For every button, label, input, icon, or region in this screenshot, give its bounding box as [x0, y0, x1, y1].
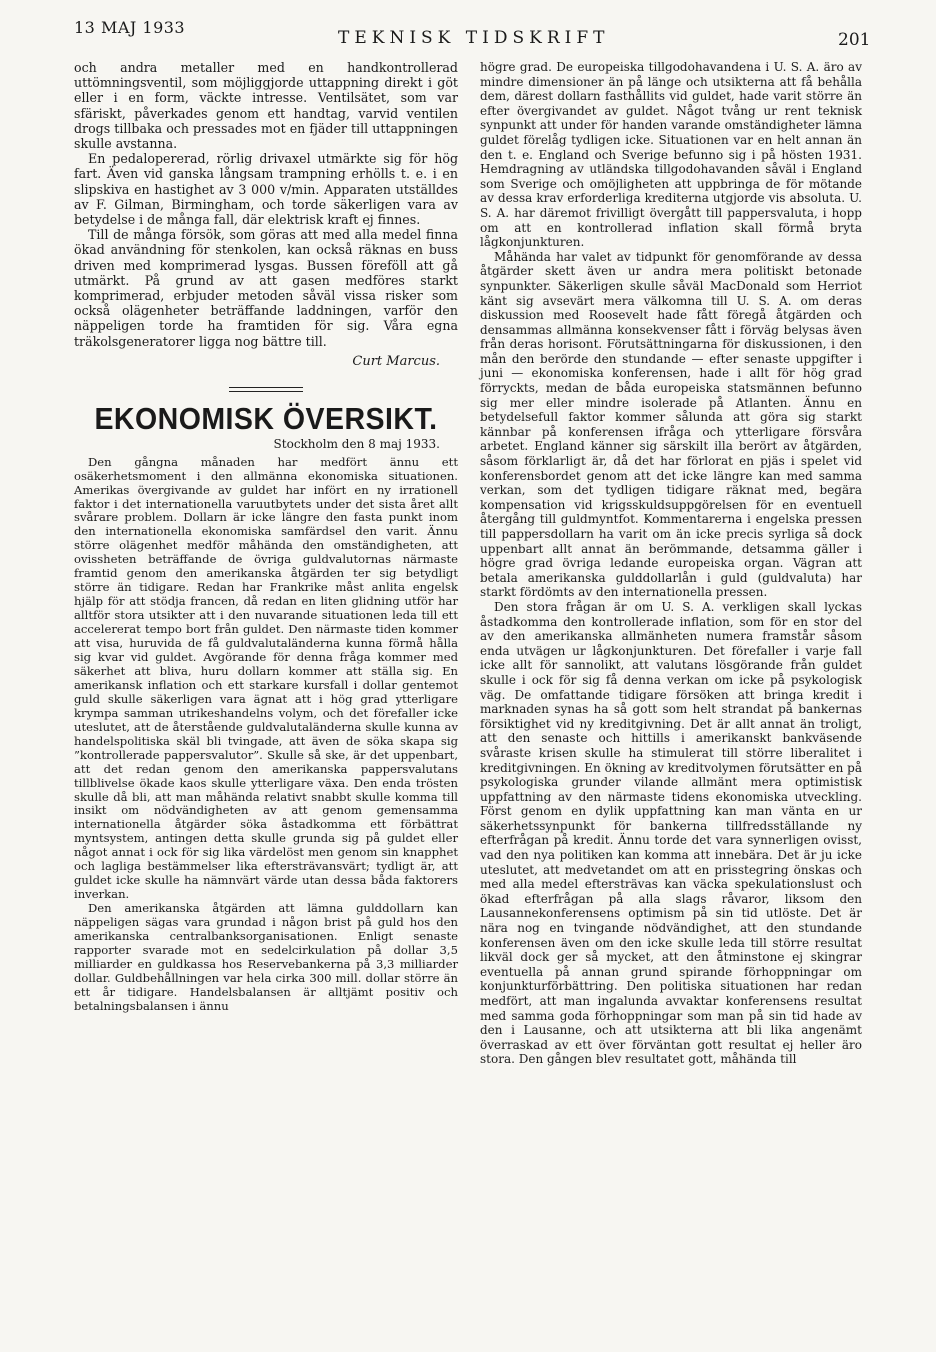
paragraph: Måhända har valet av tidpunkt för genomförande av dessa åtgärder skett även ur andra mera politiskt betonade synpunkter. Säkerligen skulle såväl MacDonald som Herriot känt sig avsevärt mera välkomna till U. S. A. om deras diskussion med Roosevelt hade fått föregå åtgärden och densammas allmänna konsekvenser fått i förväg belysas även från deras horisont. Förutsättningarna för diskussionen, i den mån den berörde den stundande — efter senaste uppgifter i juni — ekonomiska konferensen, hade i allt för hög grad förryckts, medan de båda europeiska statsmännen befunno sig mer eller mindre isolerade på Atlanten. Ännu en betydelsefull faktor kommer sålunda att göra sig starkt kännbar på konferensen ifråga och ytterligare försvåra arbetet. England känner sig särskilt illa berört av åtgärden, såsom förklarligt är, då det har förlorat en pjäs i spelet vid konferensbordet genom att det icke längre kan med samma verkan, som det tydligen tidigare räknat med, begära kompensation vid krigsskuldsuppgörelsen för en eventuell återgång till guldmyntfot. Kommentarerna i engelska pressen till pappersdollarn ha varit om än icke precis syrliga så dock uppenbart allt annat än berömmande, detsamma gäller i högre grad övriga ledande europeiska organ. Vägran att betala amerikanska gulddollarlån i guld (guldvaluta) har starkt fördömts av den internationella pressen. — [480, 249, 862, 600]
dateline: Stockholm den 8 maj 1933. — [273, 437, 440, 452]
section-divider — [229, 387, 303, 392]
article-body — [74, 456, 458, 1014]
right-column — [480, 60, 862, 1067]
paragraph: Till de många försök, som göras att med alla medel finna ökad användning för stenkolen, kan också räknas en buss driven med komprimerad lysgas. Bussen föreföll att gå utmärkt. På grund av att gasen medföres starkt komprimerad, erbjuder metoden såväl vissa risker som också olägenheter beträffande laddningen, varför den näppeligen torde ha framtiden för sig. Våra egna träkolsgeneratorer ligga nog bättre till. — [74, 227, 458, 349]
paragraph: En pedalopererad, rörlig drivaxel utmärkte sig för hög fart. Även vid ganska långsam trampning erhölls t. e. i en slipskiva en hastighet av 3 000 v/min. Apparaten utställdes av F. Gilman, Birmingham, och torde säkerligen vara av betydelse i de många fall, där elektrisk kraft ej finnes. — [74, 151, 458, 228]
paragraph: och andra metaller med en handkontrollerad uttömningsventil, som möjliggjorde uttappning direkt i göt eller i en form, väckte intresse. Ventilsätet, som var sfäriskt, påverkades genom ett handtag, varvid ventilen drogs tillbaka och pressades mot en fjäder till uttappningen skulle avstanna. — [74, 60, 458, 152]
previous-article-end — [74, 60, 458, 349]
paragraph: högre grad. De europeiska tillgodohavandena i U. S. A. äro av mindre dimensioner än på länge och utsikterna att få behålla dem, därest dollarn fasthållits vid guldet, hade varit större än efter övergivandet av guldet. Något tvång ur rent teknisk synpunkt att under för handen varande omständigheter lämna guldet förelåg tydligen icke. Situationen var en helt annan än den t. e. England och Sverige befunno sig i på hösten 1931. Hemdragning av utländska tillgodohavanden såväl i England som Sverige och omöjligheten att uppbringa de för mötande av dessa krav erforderliga krediterna utgjorde vis absoluta. U. S. A. har däremot frivilligt övergått till pappersvaluta, i hopp om att en kontrollerad inflation skall förmå bryta lågkonjunkturen. — [480, 60, 862, 250]
journal-title: TEKNISK TIDSKRIFT — [338, 28, 610, 48]
paragraph: Den amerikanska åtgärden att lämna gulddollarn kan näppeligen sägas vara grundad i någon brist på guld hos den amerikanska centralbanksorganisationen. Enligt senaste rapporter svarade mot en sedelcirkulation på dollar 3,5 milliarder en guldkassa hos Reservebankerna på 3,3 milliarder dollar. Guldbehållningen var hela cirka 300 mill. dollar större än ett år tidigare. Handelsbalansen är alltjämt positiv och betalningsbalansen i ännu — [74, 901, 458, 1013]
header-date: 13 MAJ 1933 — [74, 18, 186, 37]
paragraph: Den gångna månaden har medfört ännu ett osäkerhetsmoment i den allmänna ekonomiska situationen. Amerikas övergivande av guldet har infört en ny irrationell faktor i det internationella varuutbytets under det sista året allt svårare problem. Dollarn är icke längre den fasta punkt inom den internationella ekonomiska samfärdsel den varit. Ännu större olägenhet medför måhända den omständigheten, att ovissheten beträffande de övriga guldvalutornas närmaste framtid genom den amerikanska åtgärden ter sig betydligt större än tidigare. Redan har Frankrike måst anlita engelsk hjälp för att stödja francen, då redan en liten glidning utför har alltför stora utsikter att i den nuvarande situationen leda till ett accelererat tempo bort från guldet. Den närmaste tiden kommer att visa, huruvida de få guldvalutaländerna kunna förmå hålla sig kvar vid guldet. Avgörande för denna fråga kommer med säkerhet att bliva, huru dollarn kommer att ställa sig. En amerikansk inflation och ett starkare kursfall i dollar gentemot guld skulle säkerligen vara ägnat att i hög grad ytterligare krympa samman utrikeshandelns volym, och det förefaller icke uteslutet, att de återstående guldvalutaländerna skulle kunna av handelspolitiska skäl bli tvingade, att även de söka skapa sig ”kontrollerade pappersvalutor”. Skulle så ske, är det uppenbart, att det redan genom den amerikanska pappersvalutans tillblivelse ökade kaos skulle ytterligare växa. Den enda trösten skulle då bli, att man måhända relativt snabbt skulle komma till insikt om nödvändigheten av att genom gemensamma internationella åtgärder söka åstadkomma ett förbättrat myntsystem, antingen detta skulle grunda sig på guldet eller något annat i ock för sig lika värdelöst men genom sin knapphet och lagliga bestämmelser lika eftersträvansvärt; tydligt är, att guldet icke skulle ha nämnvärt värde utan dessa båda faktorers inverkan. — [74, 454, 458, 902]
author-signature: Curt Marcus. — [352, 353, 440, 369]
left-column — [74, 60, 458, 1014]
section-title: EKONOMISK ÖVERSIKT. — [94, 401, 438, 437]
page-number: 201 — [838, 30, 871, 50]
paragraph: Den stora frågan är om U. S. A. verkligen skall lyckas åstadkomma den kontrollerade inflation, som för en stor del av den amerikanska allmänheten numera framstår såsom enda utvägen ur lågkonjunkturen. Det förefaller i varje fall icke allt för sannolikt, att valutans lösgörande från guldet skulle i ock för sig få denna verkan om icke på psykologisk väg. De omfattande tidigare försöken att bringa kredit i marknaden synas ha så gott som helt strandat på bankernas försiktighet vid ny kreditgivning. Det är allt annat än troligt, att den senaste och hittills i amerikanskt bankväsende svåraste krisen skulle ha stimulerat till större liberalitet i kreditgivningen. En ökning av kreditvolymen förutsätter en på psykologiska grunder vilande allmänt mera optimistisk uppfattning av den närmaste tidens ekonomiska utveckling. Först genom en dylik uppfattning kan man vänta en ur säkerhetssynpunkt för bankerna tillfredsställande ny efterfrågan på kredit. Ännu torde det vara synnerligen ovisst, vad den nya politiken kan komma att innebära. Det är ju icke uteslutet, att medvetandet om att en prisstegring önskas och med alla medel eftersträvas kan väcka spekulationslust och ökad efterfrågan på alla slags råvaror, liksom den Lausannekonferensens optimism på sin tid utlöste. Det är nära nog en tvingande nödvändighet, att den stundande konferensen även om den icke skulle leda till större resultat likväl dock ger så mycket, att den åtminstone ej skingrar eventuella på annan grund spirande förhoppningar om konjunkturförbättring. Den politiska situationen har redan medfört, att man ingalunda avvaktar konferensens resultat med samma goda förhoppningar som man på sin tid hade av den i Lausanne, och att utsikterna att bli lika angenämt överraskad av ett över förväntan gott resultat ej heller äro stora. Den gången blev resultatet gott, måhända till — [480, 599, 862, 1067]
